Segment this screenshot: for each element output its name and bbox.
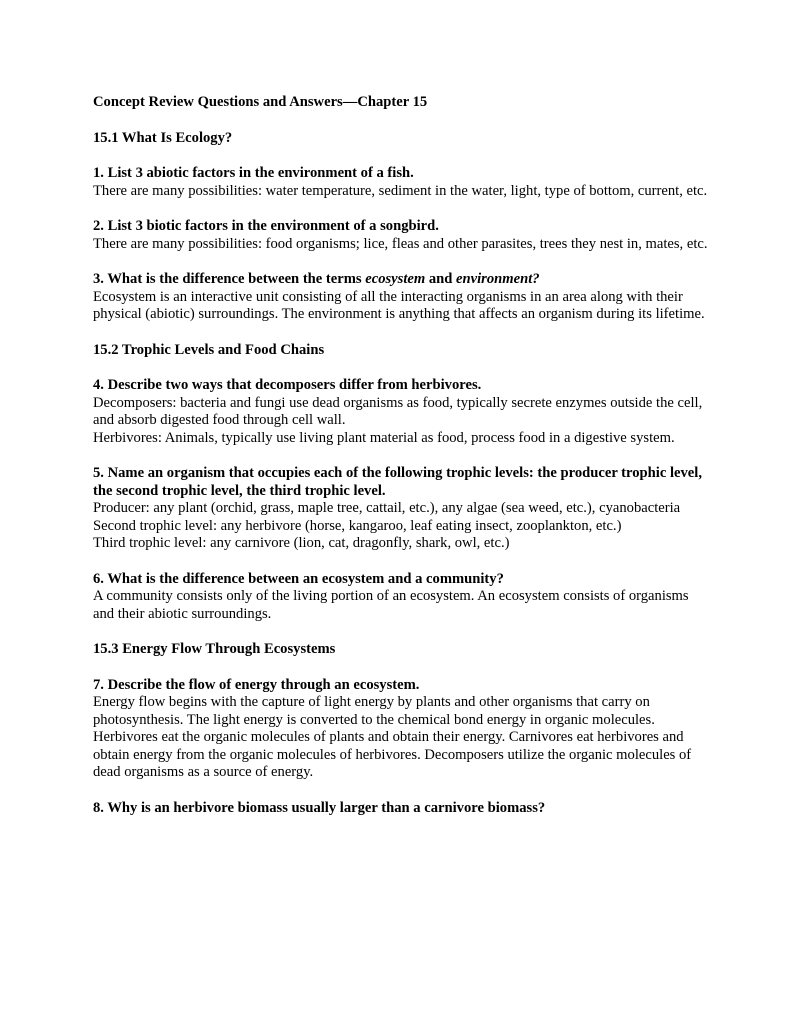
- section-heading: 15.2 Trophic Levels and Food Chains: [93, 341, 325, 358]
- answer-line: Energy flow begins with the capture of light energy by plants and other organisms that carry on photosynthesis. The light energy is converted to the chemical bond energy in organic molecules. Herbivores eat the organic molecules of plants and obtain their energy. Carnivores eat herbivores and obtain energy from the organic molecules of herbivores. Decomposers utilize the organic molecules of dead organisms as a source of energy.: [93, 694, 692, 780]
- question-text: 7. Describe the flow of energy through an ecosystem.: [93, 676, 420, 693]
- question-term-environment: environment?: [456, 271, 540, 287]
- section-heading: 15.3 Energy Flow Through Ecosystems: [93, 641, 336, 657]
- question-text: [93, 271, 713, 289]
- answer-line: Herbivores: Animals, typically use living plant material as food, process food in a digestive system.: [93, 429, 675, 446]
- section-heading: 15.1 What Is Ecology?: [93, 129, 233, 146]
- qa-item-6: [93, 571, 713, 624]
- answer-text: [93, 500, 713, 553]
- question-text: 6. What is the difference between an ecosystem and a community?: [93, 570, 504, 587]
- qa-item-1: [93, 165, 713, 200]
- answer-text: [93, 236, 713, 254]
- answer-line: Third trophic level: any carnivore (lion, cat, dragonfly, shark, owl, etc.): [93, 535, 510, 551]
- answer-text: [93, 694, 713, 782]
- answer-line: Producer: any plant (orchid, grass, maple tree, cattail, etc.), any algae (sea weed, etc.), cyanobacteria: [93, 500, 681, 516]
- question-text-part: 3. What is the difference between the terms: [93, 271, 366, 287]
- document-title: Concept Review Questions and Answers—Chapter 15: [93, 94, 428, 110]
- question-text: 5. Name an organism that occupies each of the following trophic levels: the producer trophic level, the second trophic level, the third trophic level.: [93, 465, 702, 499]
- answer-text: [93, 395, 713, 448]
- section-15-2: [93, 342, 713, 624]
- question-text: 2. List 3 biotic factors in the environment of a songbird.: [93, 218, 439, 234]
- section-15-1: [93, 130, 713, 324]
- answer-line: A community consists only of the living portion of an ecosystem. An ecosystem consists of organisms and their abiotic surroundings.: [93, 588, 689, 622]
- qa-item-7: [93, 677, 713, 782]
- answer-text: [93, 289, 713, 324]
- qa-item-5: [93, 465, 713, 553]
- answer-line: Decomposers: bacteria and fungi use dead organisms as food, typically secrete enzymes outside the cell, and absorb digested food through cell wall.: [93, 394, 703, 428]
- answer-text: [93, 183, 713, 201]
- question-text-part: and: [425, 271, 457, 287]
- question-text: 8. Why is an herbivore biomass usually larger than a carnivore biomass?: [93, 799, 546, 816]
- answer-line: There are many possibilities: water temperature, sediment in the water, light, type of bottom, current, etc.: [93, 182, 708, 199]
- section-15-3: [93, 641, 713, 817]
- qa-item-2: [93, 218, 713, 253]
- document-page: [93, 94, 713, 835]
- answer-line: There are many possibilities: food organisms; lice, fleas and other parasites, trees they nest in, mates, etc.: [93, 235, 708, 252]
- question-text: 1. List 3 abiotic factors in the environment of a fish.: [93, 165, 414, 181]
- qa-item-3: [93, 271, 713, 324]
- question-term-ecosystem: ecosystem: [365, 271, 426, 287]
- answer-text: [93, 588, 713, 623]
- question-text: 4. Describe two ways that decomposers differ from herbivores.: [93, 377, 482, 393]
- answer-line: Ecosystem is an interactive unit consisting of all the interacting organisms in an area along with their physical (abiotic) surroundings. The environment is anything that affects an organism during its lifetime.: [93, 288, 705, 322]
- answer-line: Second trophic level: any herbivore (horse, kangaroo, leaf eating insect, zooplankton, etc.): [93, 517, 622, 534]
- qa-item-8: [93, 800, 713, 818]
- qa-item-4: [93, 377, 713, 447]
